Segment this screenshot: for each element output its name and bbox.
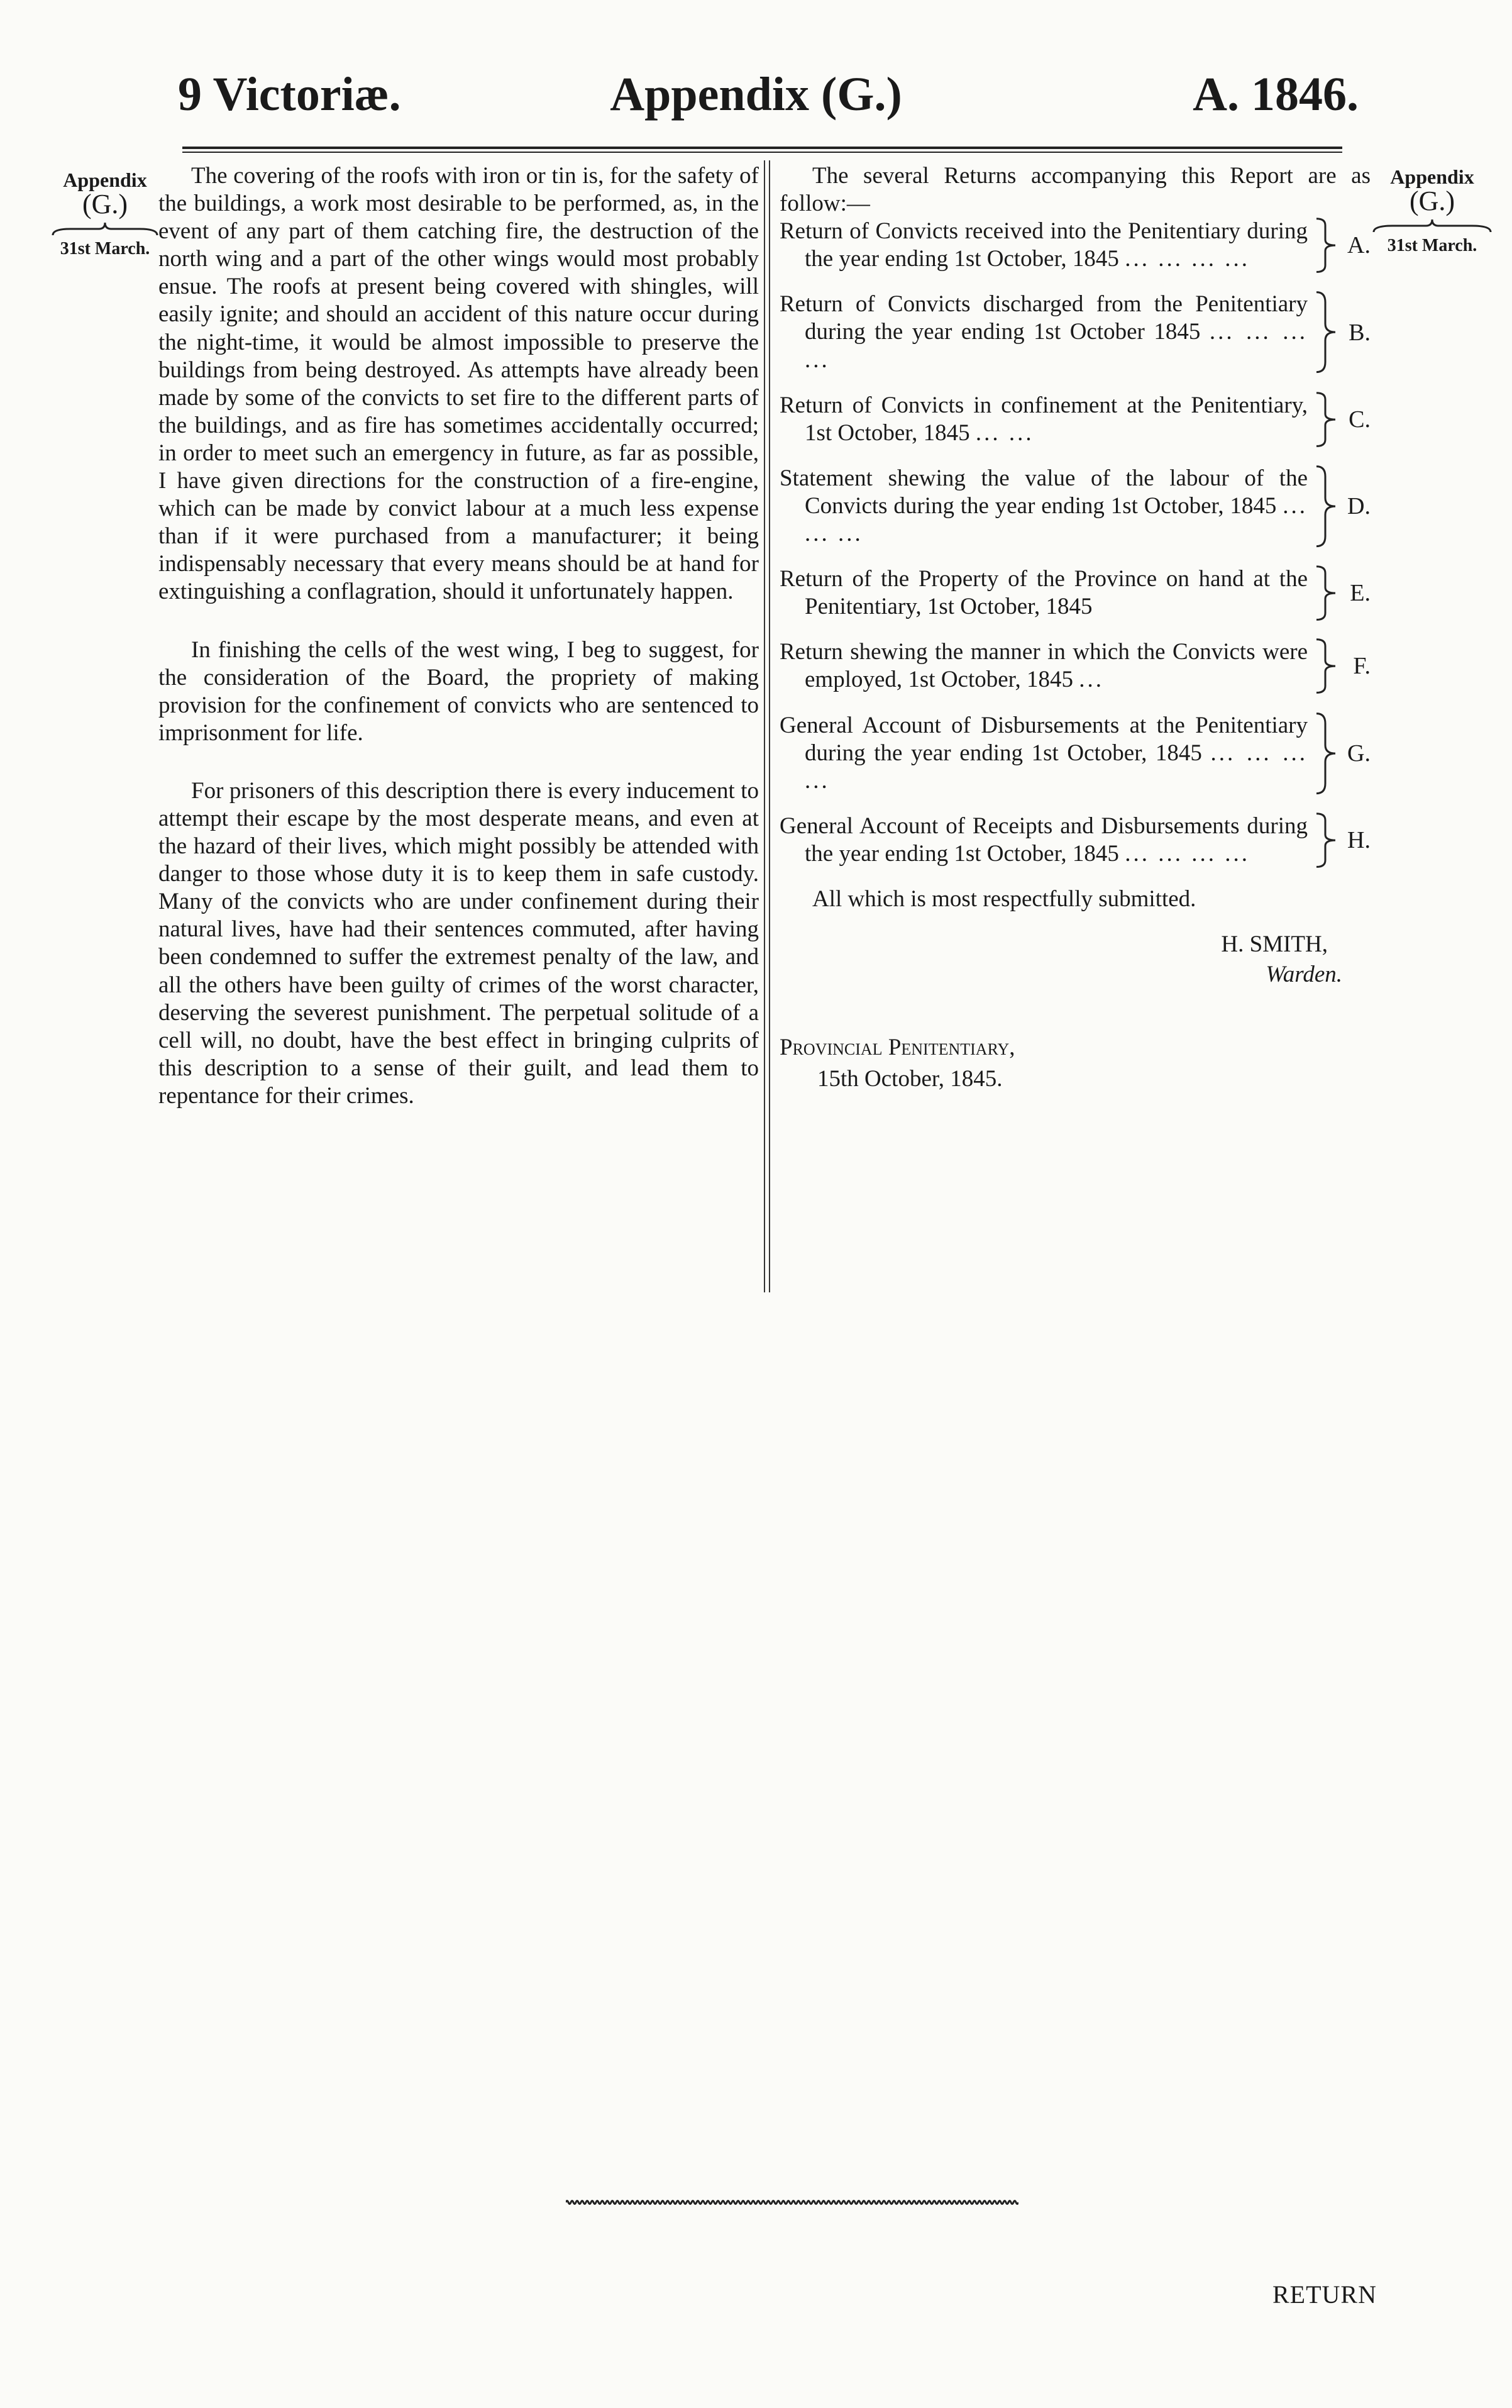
signature-name: H. SMITH, — [1221, 931, 1328, 958]
right-brace-icon — [1314, 218, 1339, 273]
margin-note-right — [1369, 167, 1495, 255]
return-letter: G. — [1347, 740, 1371, 767]
return-item — [780, 218, 1371, 273]
paragraph-roofs: The covering of the roofs with iron or tin is, for the safety of the buildings, a work most desirable to be performed, as, in the event of any part of them catching fire, the destruction of the north wing and a part of the other wings would most probably ensue. The roofs at present being covered with shingles, will easily ignite; and should an accident of this nature occur during the night-time, it would be almost impossible to preserve the buildings from being destroyed. As attempts have already been made by some of the convicts to set fire to the different parts of the buildings, and as fire has sometimes accidentally occurred; in order to meet such an emergency in future, as far as possible, I have given directions for the construction of a fire-engine, which can be made by convict labour at a much less expense than if it were purchased from a manufacturer; it being indispensably necessary that every means should be at hand for extinguishing a conflagration, should it unfortunately happen. — [158, 163, 759, 605]
paragraph-prisoners: For prisoners of this description there is every inducement to attempt their escape by the most desperate means, and even at the hazard of their lives, which might possibly be attended with danger to those whose duty it is to keep them in safe custody. Many of the convicts who are under confinement during their natural lives, have had their sentences commuted, after having been condemned to suffer the extremest penalty of the law, and all the others have been guilty of crimes of the worst character, deserving the severest punishment. The perpetual solitude of a cell will, no doubt, have the best effect in bringing culprits of this description to a sense of their guilt, and lead them to repentance for their crimes. — [158, 777, 759, 1109]
right-brace-icon — [1314, 392, 1339, 447]
section-end-wavy-rule — [566, 2197, 1018, 2207]
margin-appendix-label: Appendix — [1390, 165, 1474, 188]
right-brace-icon — [1314, 638, 1339, 694]
paragraph-west-wing: In finishing the cells of the west wing, I beg to suggest, for the consideration of the Board, the propriety of making provision for the confinement of convicts who are sentenced to imprisonment for life. — [158, 636, 759, 746]
leader-dots: ... ... ... ... — [805, 740, 1308, 794]
date-line: 15th October, 1845. — [817, 1066, 1003, 1092]
return-text: Return of Convicts received into the Penitentiary during the year ending 1st October, 1845 — [780, 218, 1308, 272]
return-text: Return of Convicts in confinement at the Penitentiary, 1st October, 1845 — [780, 392, 1308, 446]
margin-appendix-letter: (G.) — [82, 189, 128, 219]
return-letter: B. — [1349, 319, 1371, 346]
margin-date: 31st March. — [1387, 236, 1477, 256]
place-line: Provincial Penitentiary, — [780, 1035, 1015, 1061]
return-item — [780, 712, 1371, 795]
closing-line: All which is most respectfully submitted. — [812, 885, 1196, 912]
return-item — [780, 565, 1371, 621]
margin-brace-icon — [52, 221, 158, 238]
header-rule-thin — [182, 152, 1342, 153]
header-volume: 9 Victoriæ. — [178, 68, 401, 121]
right-brace-icon — [1314, 813, 1339, 868]
return-item — [780, 465, 1371, 548]
left-column — [158, 162, 759, 1110]
return-text: Statement shewing the value of the labour of the Convicts during the year ending 1st October, 1845 — [780, 465, 1308, 519]
leader-dots: ... ... ... ... — [805, 319, 1308, 373]
margin-note-left — [45, 170, 165, 258]
return-letter: H. — [1347, 826, 1371, 853]
right-column — [780, 162, 1371, 1093]
return-letter: D. — [1347, 492, 1371, 519]
return-item — [780, 813, 1371, 868]
return-text: Return shewing the manner in which the Convicts were employed, 1st October, 1845 — [780, 639, 1308, 693]
right-brace-icon — [1314, 712, 1339, 795]
right-brace-icon — [1314, 565, 1339, 621]
leader-dots: ... ... — [975, 419, 1034, 446]
returns-intro: The several Returns accompanying this Report are as follow:— — [780, 163, 1371, 217]
return-text: General Account of Receipts and Disbursements during the year ending 1st October, 1845 — [780, 813, 1308, 867]
return-text: Return of Convicts discharged from the Penitentiary during the year ending 1st October 1845 — [780, 291, 1308, 345]
return-text: Return of the Property of the Province on hand at the Penitentiary, 1st October, 1845 — [780, 566, 1308, 620]
return-letter: C. — [1349, 406, 1371, 433]
catchword: RETURN — [1272, 2280, 1377, 2309]
return-letter: F. — [1353, 653, 1371, 680]
return-item — [780, 291, 1371, 374]
margin-brace-icon — [1372, 218, 1492, 235]
header-appendix: Appendix (G.) — [610, 68, 902, 121]
column-divider — [764, 160, 770, 1292]
signature-title: Warden. — [1266, 962, 1342, 988]
margin-date: 31st March. — [60, 239, 150, 259]
leader-dots: ... ... ... ... — [1125, 840, 1250, 867]
return-letter: A. — [1347, 232, 1371, 259]
leader-dots: ... — [1079, 667, 1105, 693]
margin-appendix-label: Appendix — [63, 169, 147, 191]
return-item — [780, 638, 1371, 694]
return-letter: E. — [1350, 580, 1371, 607]
return-text: General Account of Disbursements at the Penitentiary during the year ending 1st October, 1845 — [780, 712, 1308, 766]
leader-dots: ... ... ... ... — [1125, 246, 1250, 272]
right-brace-icon — [1314, 291, 1339, 374]
right-brace-icon — [1314, 465, 1339, 548]
leader-dots: ... ... ... — [805, 492, 1308, 547]
return-item — [780, 392, 1371, 447]
header-year: A. 1846. — [1193, 68, 1359, 121]
margin-appendix-letter: (G.) — [1409, 186, 1455, 216]
header-rule-thick — [182, 147, 1342, 149]
